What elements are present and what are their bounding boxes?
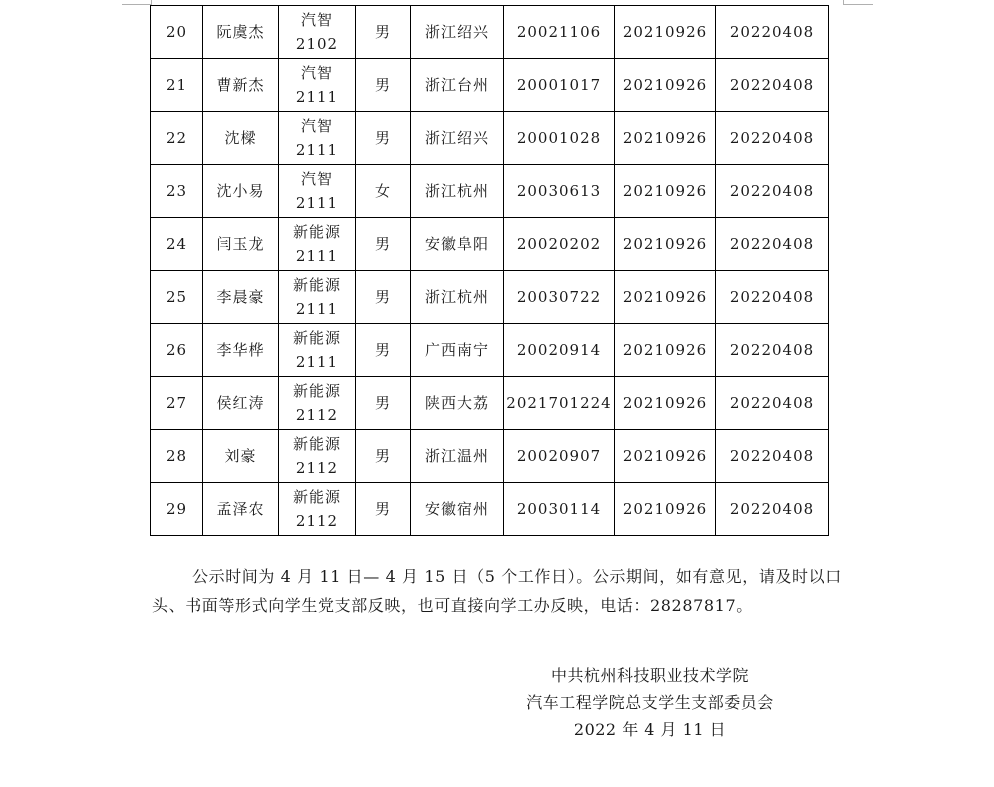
cell-name: 沈樑: [203, 112, 279, 165]
cell-date-1: 20210926: [615, 324, 716, 377]
cell-birth-date: 20020202: [504, 218, 615, 271]
table-row: [151, 483, 829, 536]
cell-number: 26: [151, 324, 203, 377]
page-corner-mark-right: [843, 0, 873, 5]
cell-class: [279, 271, 356, 324]
class-name-line: 汽智: [300, 64, 333, 82]
class-name-line: 新能源: [292, 223, 341, 241]
cell-gender: 男: [356, 430, 411, 483]
class-name-line: 汽智: [300, 170, 333, 188]
cell-birth-date: 20020914: [504, 324, 615, 377]
cell-origin: 浙江绍兴: [411, 6, 504, 59]
page-corner-mark-right-vertical: [843, 0, 844, 5]
cell-number: 22: [151, 112, 203, 165]
cell-birth-date: 20001017: [504, 59, 615, 112]
cell-date-2: 20220408: [716, 112, 829, 165]
cell-date-1: 20210926: [615, 218, 716, 271]
class-name-line: 新能源: [292, 435, 341, 453]
cell-gender: 男: [356, 6, 411, 59]
cell-origin: 浙江杭州: [411, 165, 504, 218]
cell-class: [279, 59, 356, 112]
cell-origin: 陕西大荔: [411, 377, 504, 430]
cell-name: 李华桦: [203, 324, 279, 377]
table-row: [151, 59, 829, 112]
cell-class: [279, 483, 356, 536]
cell-gender: 男: [356, 218, 411, 271]
table-row: [151, 271, 829, 324]
cell-birth-date: 20030722: [504, 271, 615, 324]
cell-number: 28: [151, 430, 203, 483]
cell-gender: 男: [356, 377, 411, 430]
cell-class: [279, 324, 356, 377]
cell-date-2: 20220408: [716, 377, 829, 430]
class-name-line: 新能源: [292, 382, 341, 400]
cell-name: 闫玉龙: [203, 218, 279, 271]
class-name-line: 新能源: [292, 488, 341, 506]
cell-birth-date: 20001028: [504, 112, 615, 165]
class-name-line: 汽智: [300, 11, 333, 29]
cell-date-2: 20220408: [716, 483, 829, 536]
cell-date-1: 20210926: [615, 483, 716, 536]
cell-gender: 男: [356, 483, 411, 536]
signature-org-line1: 中共杭州科技职业技术学院: [550, 666, 749, 685]
cell-number: 27: [151, 377, 203, 430]
cell-name: 李晨豪: [203, 271, 279, 324]
cell-origin: 安徽阜阳: [411, 218, 504, 271]
cell-birth-date: 20030114: [504, 483, 615, 536]
table-row: [151, 430, 829, 483]
cell-origin: 浙江绍兴: [411, 112, 504, 165]
cell-date-2: 20220408: [716, 271, 829, 324]
signature-date: 2022 年 4 月 11 日: [573, 720, 727, 739]
cell-date-2: 20220408: [716, 165, 829, 218]
cell-date-2: 20220408: [716, 324, 829, 377]
class-name-line: 新能源: [292, 329, 341, 347]
table-row: [151, 165, 829, 218]
cell-date-1: 20210926: [615, 165, 716, 218]
cell-date-1: 20210926: [615, 112, 716, 165]
cell-class: [279, 430, 356, 483]
cell-class: [279, 377, 356, 430]
class-name-line: 汽智: [300, 117, 333, 135]
cell-number: 24: [151, 218, 203, 271]
cell-date-1: 20210926: [615, 377, 716, 430]
table-row: [151, 377, 829, 430]
cell-birth-date: 20020907: [504, 430, 615, 483]
cell-gender: 女: [356, 165, 411, 218]
cell-class: [279, 6, 356, 59]
cell-name: 孟泽农: [203, 483, 279, 536]
cell-name: 刘豪: [203, 430, 279, 483]
cell-origin: 浙江杭州: [411, 271, 504, 324]
cell-gender: 男: [356, 324, 411, 377]
cell-date-1: 20210926: [615, 430, 716, 483]
roster-table-body: [151, 6, 829, 536]
cell-birth-date: 2021701224: [504, 377, 615, 430]
cell-gender: 男: [356, 271, 411, 324]
class-number-line: 2111: [295, 247, 339, 265]
cell-name: 侯红涛: [203, 377, 279, 430]
class-number-line: 2102: [295, 35, 339, 53]
class-number-line: 2111: [295, 300, 339, 318]
cell-origin: 浙江台州: [411, 59, 504, 112]
class-number-line: 2111: [295, 88, 339, 106]
cell-date-2: 20220408: [716, 59, 829, 112]
cell-date-1: 20210926: [615, 271, 716, 324]
cell-name: 曹新杰: [203, 59, 279, 112]
member-roster-table: [150, 5, 829, 536]
table-row: [151, 112, 829, 165]
table-row: [151, 218, 829, 271]
cell-origin: 广西南宁: [411, 324, 504, 377]
cell-number: 29: [151, 483, 203, 536]
cell-origin: 安徽宿州: [411, 483, 504, 536]
class-name-line: 新能源: [292, 276, 341, 294]
class-number-line: 2112: [295, 459, 339, 477]
cell-date-2: 20220408: [716, 6, 829, 59]
notice-paragraph: [152, 562, 842, 620]
class-number-line: 2111: [295, 353, 339, 371]
table-row: [151, 6, 829, 59]
cell-date-2: 20220408: [716, 430, 829, 483]
cell-class: [279, 112, 356, 165]
cell-number: 20: [151, 6, 203, 59]
cell-class: [279, 165, 356, 218]
table-row: [151, 324, 829, 377]
cell-gender: 男: [356, 59, 411, 112]
cell-birth-date: 20021106: [504, 6, 615, 59]
cell-number: 23: [151, 165, 203, 218]
class-number-line: 2111: [295, 194, 339, 212]
cell-class: [279, 218, 356, 271]
cell-origin: 浙江温州: [411, 430, 504, 483]
notice-text: 公示时间为 4 月 11 日— 4 月 15 日（5 个工作日）。公示期间，如有意见，请及时以口头、书面等形式向学生党支部反映，也可直接向学工办反映，电话：28287817。: [152, 567, 842, 615]
cell-number: 25: [151, 271, 203, 324]
cell-birth-date: 20030613: [504, 165, 615, 218]
cell-date-1: 20210926: [615, 6, 716, 59]
signature-block: [500, 662, 800, 743]
class-number-line: 2112: [295, 406, 339, 424]
cell-number: 21: [151, 59, 203, 112]
cell-name: 阮虞杰: [203, 6, 279, 59]
cell-date-2: 20220408: [716, 218, 829, 271]
class-number-line: 2111: [295, 141, 339, 159]
cell-name: 沈小易: [203, 165, 279, 218]
cell-gender: 男: [356, 112, 411, 165]
class-number-line: 2112: [295, 512, 339, 530]
cell-date-1: 20210926: [615, 59, 716, 112]
signature-org-line2: 汽车工程学院总支学生支部委员会: [526, 693, 774, 712]
page-corner-mark-left: [122, 0, 152, 5]
